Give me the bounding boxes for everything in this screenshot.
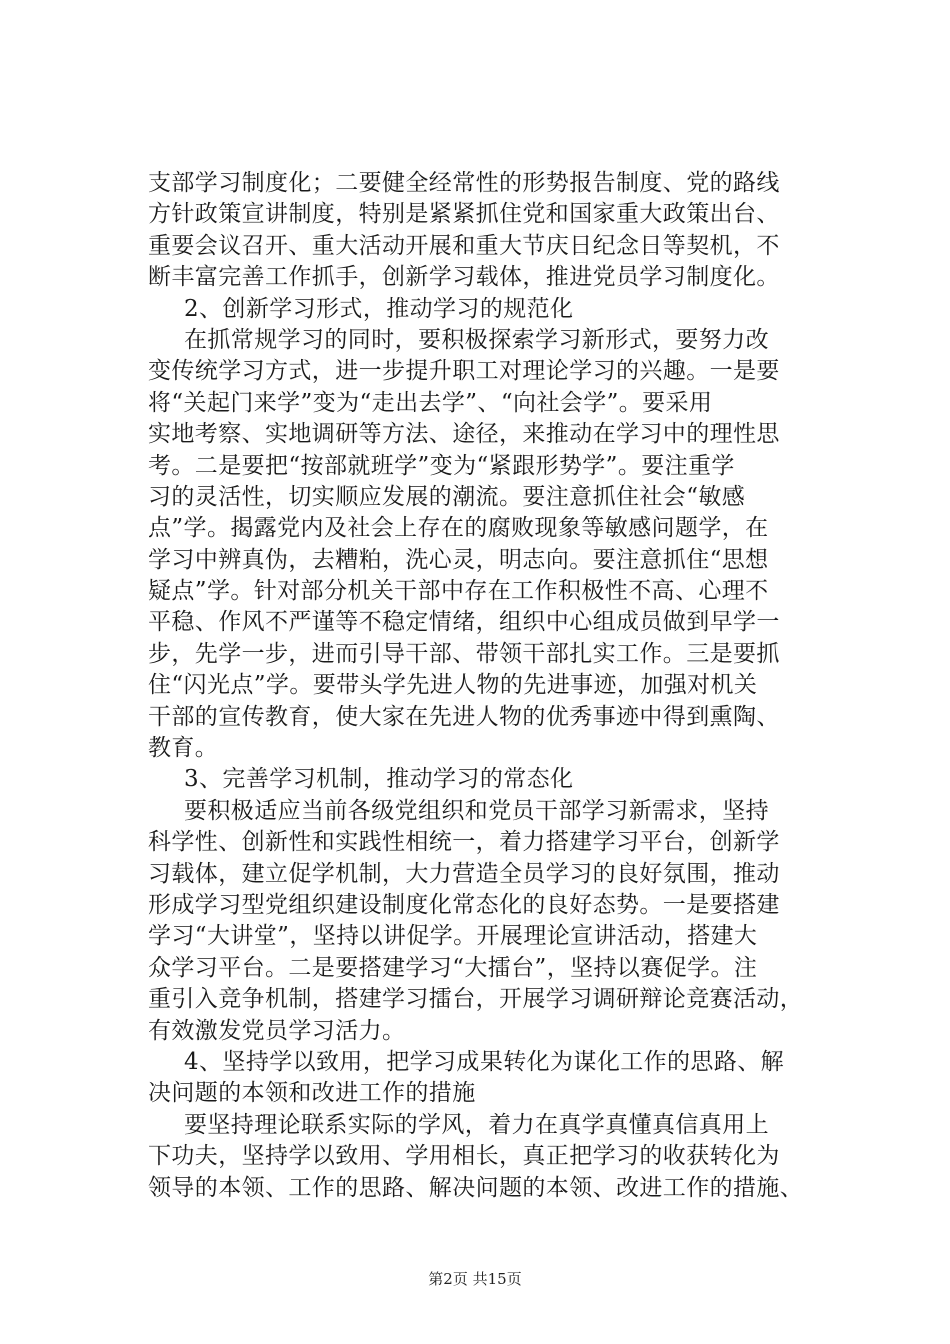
text-line: 考。二是要把“按部就班学”变为“紧跟形势学”。要注重学 xyxy=(148,452,735,479)
text-line: 住“闪光点”学。要带头学先进人物的先进事迹，加强对机关 xyxy=(148,672,758,699)
text-line: 重要会议召开、重大活动开展和重大节庆日纪念日等契机，不 xyxy=(148,232,780,259)
text-line: 平稳、作风不严谨等不稳定情绪，组织中心组成员做到早学一 xyxy=(148,609,780,636)
text-line: 习载体，建立促学机制，大力营造全员学习的良好氛围，推动 xyxy=(148,860,780,887)
text-line: 学习中辨真伪，去糟粕，洗心灵，明志向。要注意抓住“思想 xyxy=(148,546,769,573)
text-line: 3、完善学习机制，推动学习的常态化 xyxy=(184,766,574,793)
text-line: 方针政策宣讲制度，特别是紧紧抓住党和国家重大政策出台、 xyxy=(148,201,780,228)
page-footer: 第2页 共15页 xyxy=(428,1270,522,1288)
text-line: 重引入竞争机制，搭建学习擂台，开展学习调研辩论竞赛活动， xyxy=(148,986,804,1013)
text-line: 习的灵活性，切实顺应发展的潮流。要注意抓住社会“敏感 xyxy=(148,483,746,510)
text-line: 决问题的本领和改进工作的措施 xyxy=(148,1080,476,1107)
text-line: 下功夫，坚持学以致用、学用相长，真正把学习的收获转化为 xyxy=(148,1143,780,1170)
text-line: 有效激发党员学习活力。 xyxy=(148,1017,406,1044)
text-line: 步，先学一步，进而引导干部、带领干部扎实工作。三是要抓 xyxy=(148,640,780,667)
text-line: 干部的宣传教育，使大家在先进人物的优秀事迹中得到熏陶、 xyxy=(148,703,780,730)
text-line: 在抓常规学习的同时，要积极探索学习新形式，要努力改 xyxy=(184,326,769,353)
text-line: 支部学习制度化；二要健全经常性的形势报告制度、党的路线 xyxy=(148,170,780,196)
text-line: 领导的本领、工作的思路、解决问题的本领、改进工作的措施、 xyxy=(148,1174,804,1201)
text-line: 教育。 xyxy=(148,735,219,762)
text-line: 科学性、创新性和实践性相统一，着力搭建学习平台，创新学 xyxy=(148,829,780,856)
text-line: 学习“大讲堂”，坚持以讲促学。开展理论宣讲活动，搭建大 xyxy=(148,923,758,950)
text-line: 将“关起门来学”变为“走出去学”、“向社会学”。要采用 xyxy=(148,389,713,416)
text-line: 断丰富完善工作抓手，创新学习载体，推进党员学习制度化。 xyxy=(148,264,780,291)
text-line: 变传统学习方式，进一步提升职工对理论学习的兴趣。一是要 xyxy=(148,358,780,385)
text-line: 2、创新学习形式，推动学习的规范化 xyxy=(184,295,574,322)
document-body xyxy=(148,168,848,1204)
text-line: 众学习平台。二是要搭建学习“大擂台”，坚持以赛促学。注 xyxy=(148,954,758,981)
text-line: 要坚持理论联系实际的学风，着力在真学真懂真信真用上 xyxy=(184,1111,769,1138)
text-line: 4、坚持学以致用，把学习成果转化为谋化工作的思路、解 xyxy=(184,1048,785,1075)
text-line: 点”学。揭露党内及社会上存在的腐败现象等敏感问题学，在 xyxy=(148,515,769,542)
text-line: 形成学习型党组织建设制度化常态化的良好态势。一是要搭建 xyxy=(148,891,780,918)
text-line: 实地考察、实地调研等方法、途径，来推动在学习中的理性思 xyxy=(148,421,780,448)
text-line: 疑点”学。针对部分机关干部中存在工作积极性不高、心理不 xyxy=(148,578,769,605)
text-line: 要积极适应当前各级党组织和党员干部学习新需求，坚持 xyxy=(184,797,769,824)
